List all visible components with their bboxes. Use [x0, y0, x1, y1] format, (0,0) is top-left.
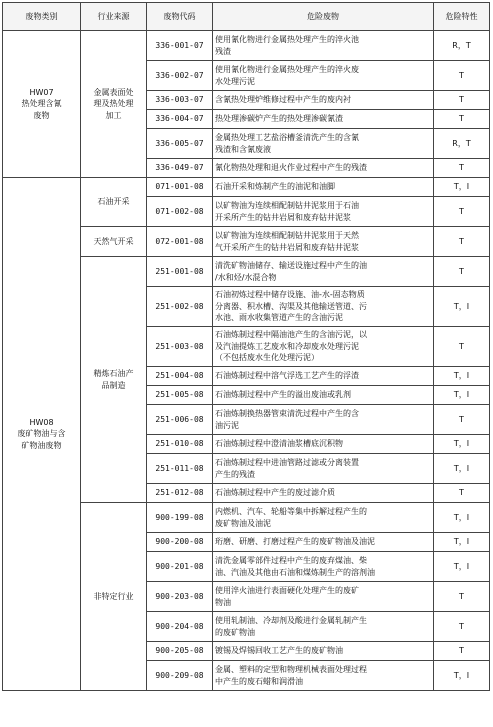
waste-description-cell: 石油炼制过程中隔油池产生的含油污泥，以 及汽油提炼工艺废水和冷却废水处理污泥 （不包括废水生化处理污泥） — [213, 327, 434, 367]
waste-description-cell: 石油炼制过程中溶气浮选工艺产生的浮渣 — [213, 367, 434, 386]
waste-description-cell: 石油炼制过程中产生的溢出废油或乳剂 — [213, 386, 434, 405]
hazard-characteristic-cell: T，I — [434, 178, 490, 197]
table-body — [3, 31, 490, 691]
hazard-characteristic-cell: T — [434, 91, 490, 110]
header-industry-source: 行业来源 — [81, 3, 147, 31]
hazard-characteristic-cell: T — [434, 159, 490, 178]
hazard-characteristic-cell: T — [434, 257, 490, 287]
waste-code-cell: 251-003-08 — [147, 327, 213, 367]
waste-code-cell: 336-002-07 — [147, 61, 213, 91]
hazard-characteristic-cell: R，T — [434, 129, 490, 159]
waste-description-cell: 清洗金属零部件过程中产生的废弃煤油、柴 油、汽油及其他由石油和煤炼制生产的溶剂油 — [213, 552, 434, 582]
waste-code-cell: 900-205-08 — [147, 642, 213, 661]
waste-description-cell: 内燃机、汽车、轮船等集中拆解过程产生的 废矿物油及油泥 — [213, 503, 434, 533]
table-row — [3, 31, 490, 61]
hazard-characteristic-cell: T — [434, 484, 490, 503]
hazard-characteristic-cell: T — [434, 61, 490, 91]
hazard-characteristic-cell: T — [434, 110, 490, 129]
waste-description-cell: 使用氰化物进行金属热处理产生的淬火废 水处理污泥 — [213, 61, 434, 91]
waste-description-cell: 使用氰化物进行金属热处理产生的淬火池 残渣 — [213, 31, 434, 61]
waste-code-cell: 336-049-07 — [147, 159, 213, 178]
hazard-characteristic-cell: R，T — [434, 31, 490, 61]
waste-description-cell: 以矿物油为连续相配制钻井泥浆用于石油 开采所产生的钻井岩屑和废弃钻井泥浆 — [213, 197, 434, 227]
waste-description-cell: 氰化物热处理和退火作业过程中产生的残渣 — [213, 159, 434, 178]
hazard-characteristic-cell: T — [434, 227, 490, 257]
industry-source-cell: 非特定行业 — [81, 503, 147, 691]
hazard-characteristic-cell: T，I — [434, 287, 490, 327]
hazard-characteristic-cell: T，I — [434, 367, 490, 386]
waste-description-cell: 珩磨、研磨、打磨过程产生的废矿物油及油泥 — [213, 533, 434, 552]
hazard-characteristic-cell: T — [434, 612, 490, 642]
waste-code-cell: 251-010-08 — [147, 435, 213, 454]
industry-source-cell: 天然气开采 — [81, 227, 147, 257]
header-hazardous-waste: 危险废物 — [213, 3, 434, 31]
industry-source-cell: 精炼石油产 品制造 — [81, 257, 147, 503]
industry-source-cell: 石油开采 — [81, 178, 147, 227]
hazard-characteristic-cell: T — [434, 327, 490, 367]
waste-code-cell: 900-203-08 — [147, 582, 213, 612]
hazard-characteristic-cell: T — [434, 642, 490, 661]
waste-description-cell: 石油开采和炼制产生的油泥和油脚 — [213, 178, 434, 197]
waste-code-cell: 900-209-08 — [147, 661, 213, 691]
waste-description-cell: 含氰热处理炉维修过程中产生的废内衬 — [213, 91, 434, 110]
waste-description-cell: 石油炼制换热器管束清洗过程中产生的含 油污泥 — [213, 405, 434, 435]
hazard-characteristic-cell: T，I — [434, 503, 490, 533]
hazard-characteristic-cell: T — [434, 582, 490, 612]
waste-code-cell: 900-199-08 — [147, 503, 213, 533]
waste-description-cell: 金属、塑料的定型和物理机械表面处理过程 中产生的废石蜡和润滑油 — [213, 661, 434, 691]
hazard-characteristic-cell: T，I — [434, 386, 490, 405]
hazard-characteristic-cell: T，I — [434, 435, 490, 454]
hazard-characteristic-cell: T，I — [434, 454, 490, 484]
waste-code-cell: 336-004-07 — [147, 110, 213, 129]
hazard-characteristic-cell: T — [434, 197, 490, 227]
waste-code-cell: 251-004-08 — [147, 367, 213, 386]
waste-description-cell: 镀锡及焊锡回收工艺产生的废矿物油 — [213, 642, 434, 661]
hazardous-waste-table — [2, 2, 490, 691]
hazard-characteristic-cell: T，I — [434, 552, 490, 582]
waste-code-cell: 072-001-08 — [147, 227, 213, 257]
header-hazard-characteristic: 危险特性 — [434, 3, 490, 31]
waste-code-cell: 336-005-07 — [147, 129, 213, 159]
hazard-characteristic-cell: T — [434, 405, 490, 435]
waste-code-cell: 251-006-08 — [147, 405, 213, 435]
waste-category-cell: HW08 废矿物油与含 矿物油废物 — [3, 178, 81, 691]
waste-description-cell: 清洗矿物油储存、输送设施过程中产生的油 /水和烃/水混合物 — [213, 257, 434, 287]
waste-code-cell: 251-002-08 — [147, 287, 213, 327]
waste-code-cell: 900-201-08 — [147, 552, 213, 582]
waste-code-cell: 336-003-07 — [147, 91, 213, 110]
waste-code-cell: 071-001-08 — [147, 178, 213, 197]
waste-description-cell: 石油炼制过程中产生的废过滤介质 — [213, 484, 434, 503]
header-waste-code: 废物代码 — [147, 3, 213, 31]
waste-code-cell: 900-200-08 — [147, 533, 213, 552]
waste-description-cell: 以矿物油为连续相配制钻井泥浆用于天然 气开采所产生的钻井岩屑和废弃钻井泥浆 — [213, 227, 434, 257]
header-row — [3, 3, 490, 31]
waste-code-cell: 071-002-08 — [147, 197, 213, 227]
industry-source-cell: 金属表面处 理及热处理 加工 — [81, 31, 147, 178]
waste-category-cell: HW07 热处理含氰 废物 — [3, 31, 81, 178]
hazard-characteristic-cell: T，I — [434, 661, 490, 691]
header-waste-category: 废物类别 — [3, 3, 81, 31]
waste-code-cell: 251-001-08 — [147, 257, 213, 287]
waste-description-cell: 石油炼制过程中进油管路过滤或分离装置 产生的残渣 — [213, 454, 434, 484]
waste-code-cell: 336-001-07 — [147, 31, 213, 61]
waste-code-cell: 251-005-08 — [147, 386, 213, 405]
waste-code-cell: 900-204-08 — [147, 612, 213, 642]
waste-table-sheet — [2, 2, 490, 691]
waste-description-cell: 使用淬火油进行表面硬化处理产生的废矿 物油 — [213, 582, 434, 612]
hazard-characteristic-cell: T，I — [434, 533, 490, 552]
table-row — [3, 178, 490, 197]
waste-description-cell: 使用轧制油、冷却剂及酸进行金属轧制产生 的废矿物油 — [213, 612, 434, 642]
waste-description-cell: 石油初炼过程中储存设施、油-水-固态物质 分离器、积水槽、沟渠及其他输送管道、污 水池、雨水收集管道产生的含油污泥 — [213, 287, 434, 327]
waste-description-cell: 热处理渗碳炉产生的热处理渗碳氰渣 — [213, 110, 434, 129]
waste-code-cell: 251-012-08 — [147, 484, 213, 503]
waste-description-cell: 金属热处理工艺盐浴槽釜清洗产生的含氰 残渣和含氰废液 — [213, 129, 434, 159]
waste-code-cell: 251-011-08 — [147, 454, 213, 484]
waste-description-cell: 石油炼制过程中澄清油浆槽底沉积物 — [213, 435, 434, 454]
